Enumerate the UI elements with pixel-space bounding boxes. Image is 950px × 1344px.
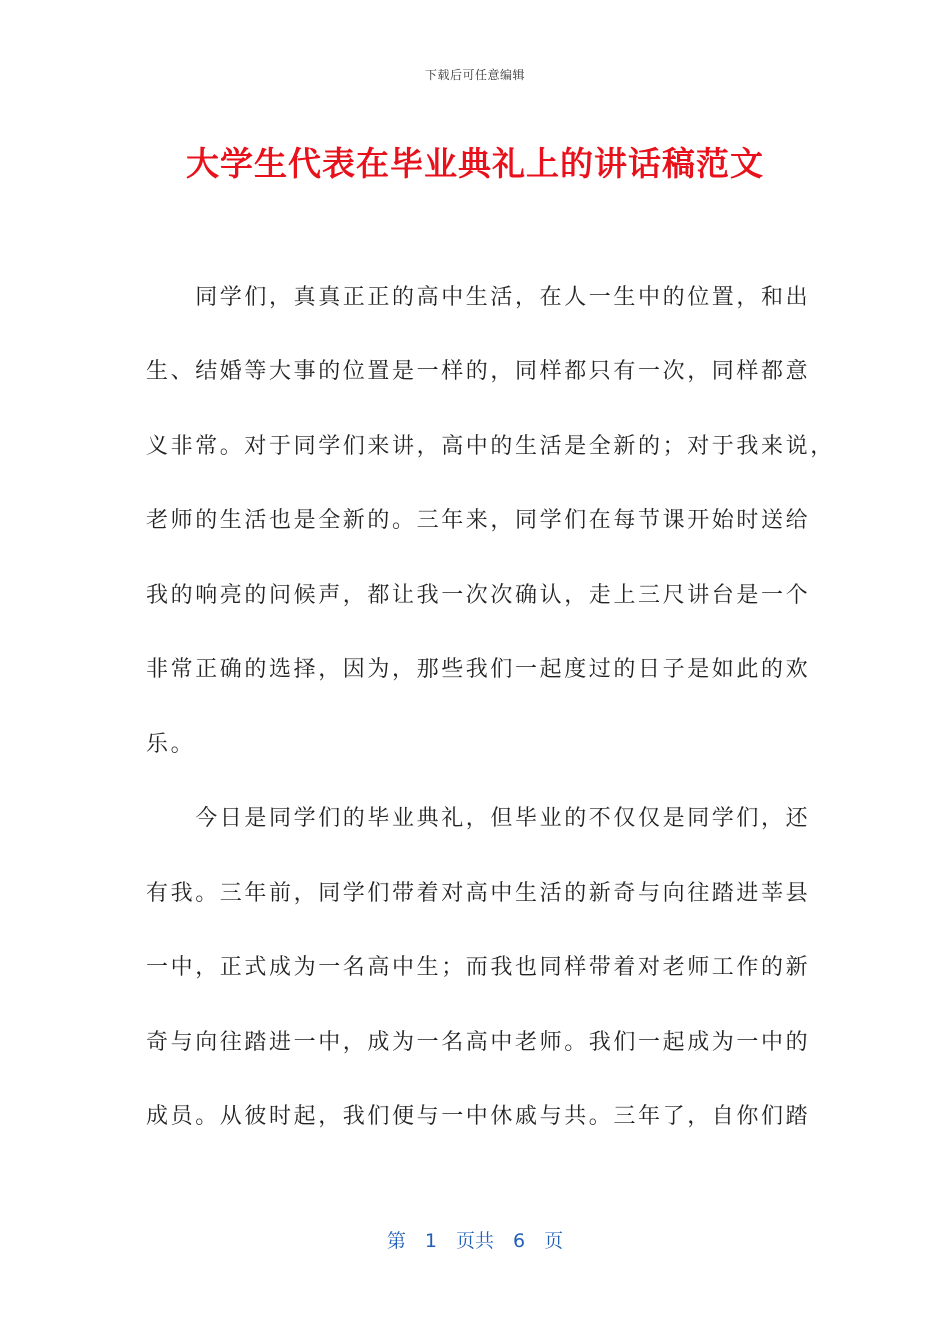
page-footer: 第 1 页共 6 页	[386, 1230, 564, 1252]
body-line: 一中，正式成为一名高中生；而我也同样带着对老师工作的新	[146, 955, 811, 980]
body-line: 老师的生活也是全新的。三年来，同学们在每节课开始时送给	[146, 508, 811, 533]
body-line: 今日是同学们的毕业典礼，但毕业的不仅仅是同学们，还	[146, 806, 811, 831]
body-line: 我的响亮的问候声，都让我一次次确认，走上三尺讲台是一个	[146, 583, 811, 608]
body-line: 生、结婚等大事的位置是一样的，同样都只有一次，同样都意	[146, 359, 811, 384]
body-line: 有我。三年前，同学们带着对高中生活的新奇与向往踏进莘县	[146, 881, 811, 906]
body-line: 义非常。对于同学们来讲，高中的生活是全新的；对于我来说，	[146, 434, 835, 459]
document-title: 大学生代表在毕业典礼上的讲话稿范文	[186, 144, 764, 183]
body-line: 奇与向往踏进一中，成为一名高中老师。我们一起成为一中的	[146, 1030, 811, 1055]
body-line: 同学们，真真正正的高中生活，在人一生中的位置，和出	[146, 285, 811, 310]
body-line: 成员。从彼时起，我们便与一中休戚与共。三年了，自你们踏	[146, 1104, 811, 1129]
header-note: 下载后可任意编辑	[424, 68, 525, 82]
body-line: 乐。	[146, 732, 196, 757]
body-line: 非常正确的选择，因为，那些我们一起度过的日子是如此的欢	[146, 657, 811, 682]
